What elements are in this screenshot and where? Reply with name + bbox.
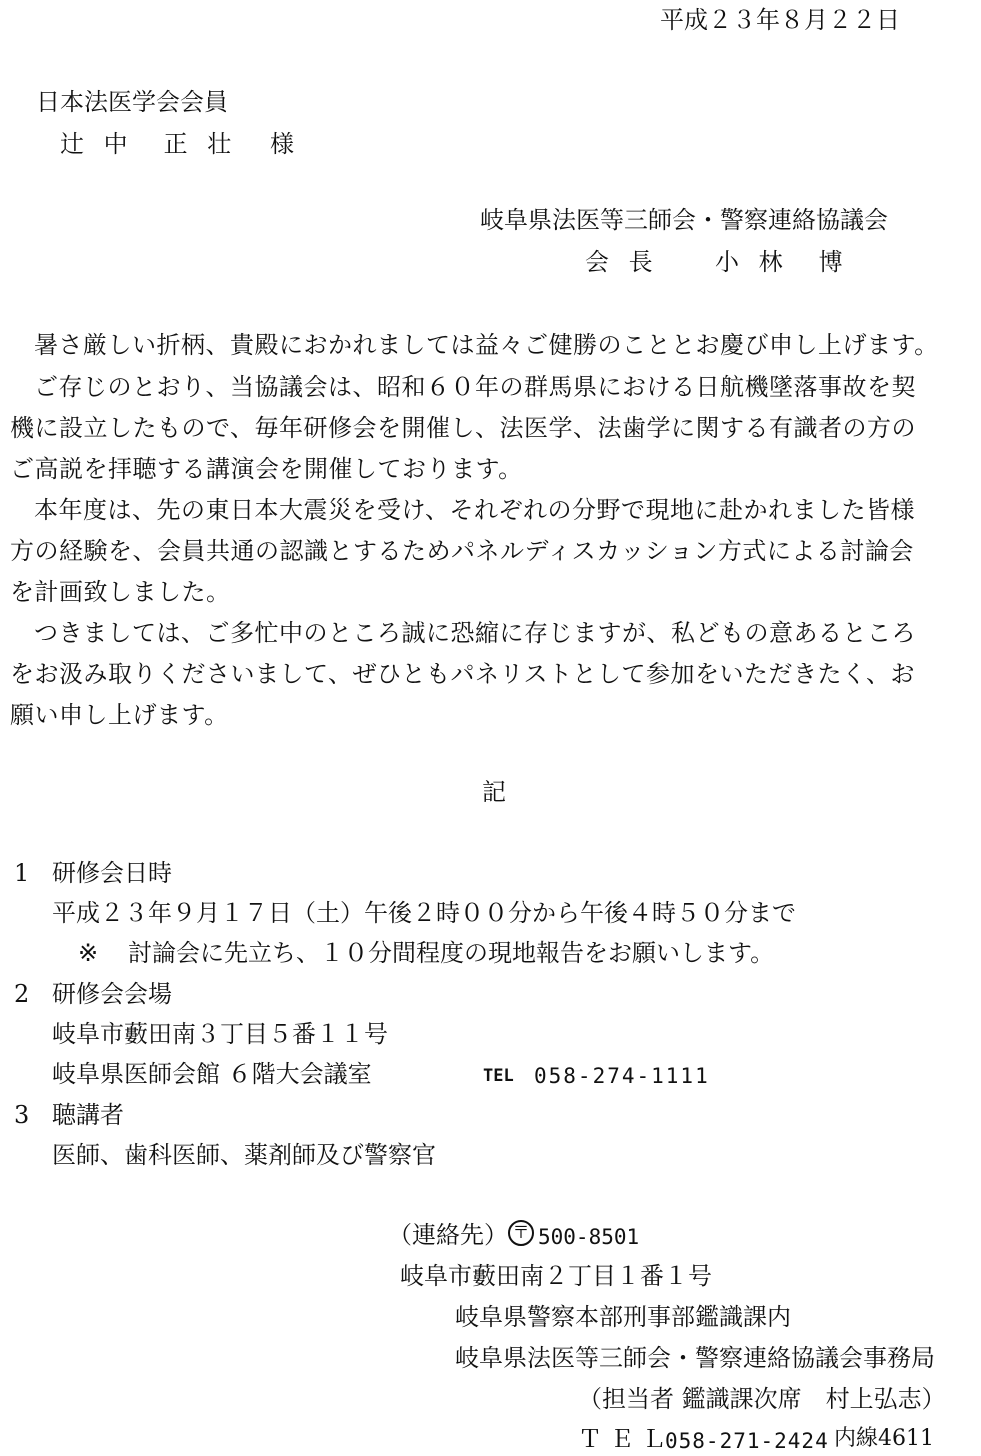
contact-tel: 058-271-2424 [665, 1429, 829, 1453]
note-mark: ※ [78, 939, 99, 967]
body-line: をお汲み取りくださいまして、ぜひともパネリストとして参加をいただきたく、お [10, 660, 916, 688]
recipient-name: 辻 中 正 壮 [60, 130, 238, 158]
item-3-text: 医師、歯科医師、薬剤師及び警察官 [52, 1141, 436, 1169]
item-2-address: 岐阜市藪田南３丁目５番１１号 [52, 1020, 388, 1048]
item-2-number: 2 [14, 980, 30, 1008]
item-1-title: 研修会日時 [52, 859, 172, 887]
contact-address: 岐阜市藪田南２丁目１番１号 [400, 1262, 712, 1290]
contact-extension: 内線4611 [834, 1426, 934, 1451]
body-line: を計画致しました。 [10, 578, 231, 606]
contact-postal-code: 500-8501 [538, 1225, 640, 1249]
item-2-title: 研修会会場 [52, 980, 172, 1008]
sender-title: 会 長 [585, 248, 659, 276]
contact-department: 岐阜県警察本部刑事部鑑識課内 [455, 1303, 791, 1331]
body-line: ご高説を拝聴する講演会を開催しております。 [10, 455, 523, 483]
recipient-honorific: 様 [270, 130, 294, 158]
body-line: 機に設立したもので、毎年研修会を開催し、法医学、法歯学に関する有識者の方の [10, 414, 917, 442]
sender-name: 小 林 博 [715, 248, 849, 276]
contact-label: （連絡先） [388, 1221, 508, 1249]
contact-person: （担当者 鑑識課次席 村上弘志） [578, 1385, 946, 1413]
item-2-tel: 058-274-1111 [534, 1064, 710, 1088]
body-line: つきましては、ご多忙中のところ誠に恐縮に存じますが、私どもの意あるところ [34, 619, 916, 647]
contact-tel-label: ＴＥＬ [578, 1425, 674, 1453]
body-line: 本年度は、先の東日本大震災を受け、それぞれの分野で現地に赴かれました皆様 [34, 496, 916, 524]
item-1-note: 討論会に先立ち、１０分間程度の現地報告をお願いします。 [128, 939, 775, 967]
item-3-title: 聴講者 [52, 1101, 124, 1129]
ki-heading: 記 [482, 778, 506, 806]
item-2-tel-label: TEL [483, 1066, 514, 1086]
sender-org: 岐阜県法医等三師会・警察連絡協議会 [480, 206, 888, 234]
item-2-venue: 岐阜県医師会館 ６階大会議室 [52, 1060, 372, 1088]
body-line: 方の経験を、会員共通の認識とするためパネルディスカッション方式による討論会 [10, 537, 914, 565]
item-1-number: 1 [14, 859, 30, 887]
contact-office: 岐阜県法医等三師会・警察連絡協議会事務局 [455, 1344, 935, 1372]
item-1-datetime: 平成２３年９月１７日（土）午後２時００分から午後４時５０分まで [52, 899, 796, 927]
document-date: 平成２３年８月２２日 [660, 6, 900, 34]
body-line: 願い申し上げます。 [10, 701, 229, 729]
body-line: ご存じのとおり、当協議会は、昭和６０年の群馬県における日航機墜落事故を契 [34, 373, 916, 401]
body-line: 暑さ厳しい折柄、貴殿におかれましては益々ご健勝のこととお慶び申し上げます。 [34, 331, 939, 359]
item-3-number: 3 [14, 1101, 30, 1129]
recipient-org: 日本法医学会会員 [36, 88, 228, 116]
postal-mark-icon: 〒 [508, 1220, 534, 1246]
